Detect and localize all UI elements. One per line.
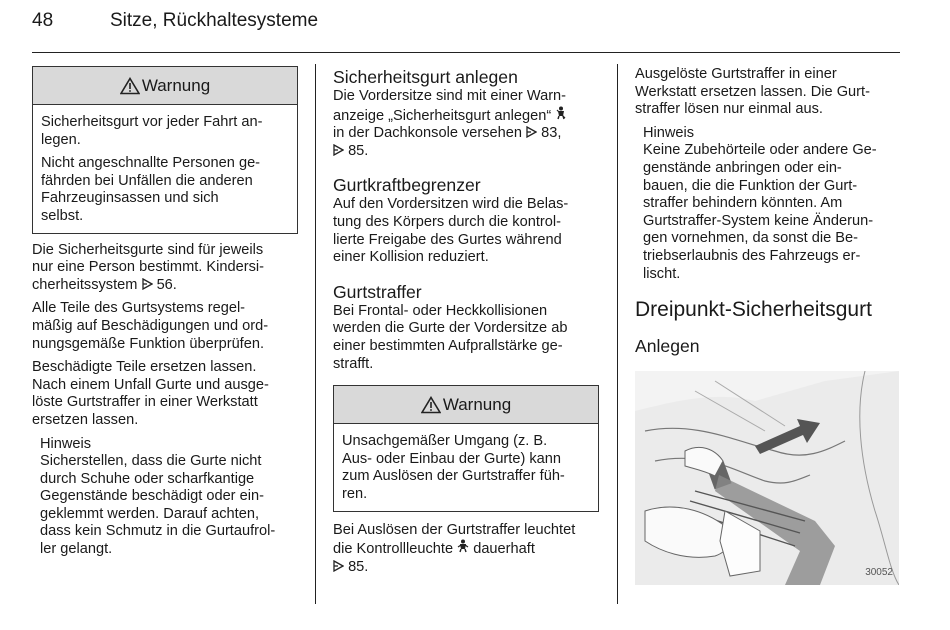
- warning-title: Warnung: [141, 75, 211, 95]
- header-divider: [32, 52, 900, 53]
- paragraph: Die Vordersitze sind mit einer Warn- anzeige „Sicherheitsgurt anlegen“ in der Dachkonsole versehen 83, 85.: [333, 88, 567, 159]
- warning-triangle-icon: [421, 396, 441, 414]
- section-title: Sitze, Rückhaltesysteme: [110, 10, 319, 31]
- page-reference-link[interactable]: 83,: [526, 125, 561, 141]
- warning-text: Nicht angeschnallte Personen ge-: [41, 155, 261, 172]
- heading-gurtstraffer: Gurtstraffer: [333, 281, 422, 302]
- column-middle: [333, 66, 599, 582]
- hint-label: Hinweis: [643, 124, 695, 141]
- warning-title: Warnung: [442, 394, 512, 414]
- warning-text: selbst.: [41, 207, 84, 224]
- page-ref-icon: [142, 278, 153, 290]
- column-left: [32, 66, 298, 559]
- paragraph: Die Sicherheitsgurte sind für jeweils nur eine Person bestimmt. Kindersi- cherheitssystem 56.: [32, 241, 264, 293]
- heading-dreipunkt-sicherheitsgurt: Dreipunkt-Sicherheitsgurt: [635, 298, 872, 322]
- warning-header: [33, 67, 297, 105]
- column-divider: [315, 64, 316, 604]
- page-ref-icon: [333, 560, 344, 572]
- page-ref-icon: [526, 126, 537, 138]
- paragraph: Beschädigte Teile ersetzen lassen. Nach einem Unfall Gurte und ausge- löste Gurtstraffer in einer Werkstatt ersetzen lassen.: [32, 359, 269, 428]
- heading-gurtkraftbegrenzer: Gurtkraftbegrenzer: [333, 175, 481, 196]
- warning-text: Sicherheitsgurt vor jeder Fahrt an-: [41, 114, 263, 130]
- paragraph: Bei Auslösen der Gurtstraffer leuchtet die Kontrollleuchte dauerhaft 85.: [333, 521, 576, 575]
- warning-box: Warnung Unsachgemäßer Umgang (z. B. Aus- oder Einbau der Gurte) kann zum Auslösen der Gurtstraffer füh- ren.: [333, 385, 599, 511]
- warning-text: legen.: [41, 131, 81, 148]
- column-divider: [617, 64, 618, 604]
- hint-block: [32, 436, 298, 559]
- paragraph: Bei Frontal- oder Heckkollisionen werden die Gurte der Vordersitze ab einer bestimmten Aufprallstärke ge- strafft.: [333, 302, 568, 372]
- column-right: [635, 66, 901, 585]
- paragraph: Auf den Vordersitzen wird die Belas- tung des Körpers durch die kontrol- lierte Freigabe des Gurtes während einer Kollision reduziert.: [333, 196, 569, 266]
- heading-anlegen: Anlegen: [635, 336, 700, 357]
- warning-text: Fahrzeuginsassen und sich: [41, 190, 219, 207]
- warning-header: [334, 386, 598, 424]
- hint-text: Sicherstellen, dass die Gurte nicht durch Schuhe oder scharfkantige Gegenstände beschädigt oder ein- geklemmt werden. Darauf achten, dass kein Schmutz in die Gurtaufrol- ler gelangt.: [40, 453, 276, 558]
- page-reference-link[interactable]: 85.: [333, 143, 368, 159]
- image-number: 30052: [865, 566, 893, 578]
- seatbelt-illustration: [635, 371, 899, 585]
- heading-sicherheitsgurt-anlegen: Sicherheitsgurt anlegen: [333, 67, 518, 87]
- hint-block: [635, 125, 901, 283]
- seatbelt-warning-icon: [555, 106, 567, 120]
- hint-label: Hinweis: [40, 435, 92, 452]
- page-reference-link[interactable]: 85.: [333, 559, 368, 575]
- page-reference-link[interactable]: 56.: [142, 277, 177, 293]
- seatbelt-buckling-drawing: [635, 371, 899, 585]
- page-ref-icon: [333, 144, 344, 156]
- paragraph: Ausgelöste Gurtstraffer in einer Werkstatt ersetzen lassen. Die Gurt- straffer lösen nur einmal aus.: [635, 66, 870, 118]
- paragraph: Alle Teile des Gurtsystems regel- mäßig auf Beschädigungen und ord- nungsgemäße Funktion überprüfen.: [32, 300, 269, 352]
- warning-triangle-icon: [120, 77, 140, 95]
- page-number: 48: [32, 10, 54, 31]
- hint-text: Keine Zubehörteile oder andere Ge- genstände anbringen oder ein- bauen, die die Funktion der Gurt- straffer behindern könnten. Am Gurtstraffer-System keine Änderun- gen vornehmen, da sonst die Be- triebserlaubnis des Fahrzeugs er- lischt.: [643, 142, 877, 282]
- seatbelt-pretensioner-icon: [457, 539, 469, 553]
- warning-text: fährden bei Unfällen die anderen: [41, 172, 253, 189]
- page-header: [32, 10, 900, 36]
- warning-box: [32, 66, 298, 234]
